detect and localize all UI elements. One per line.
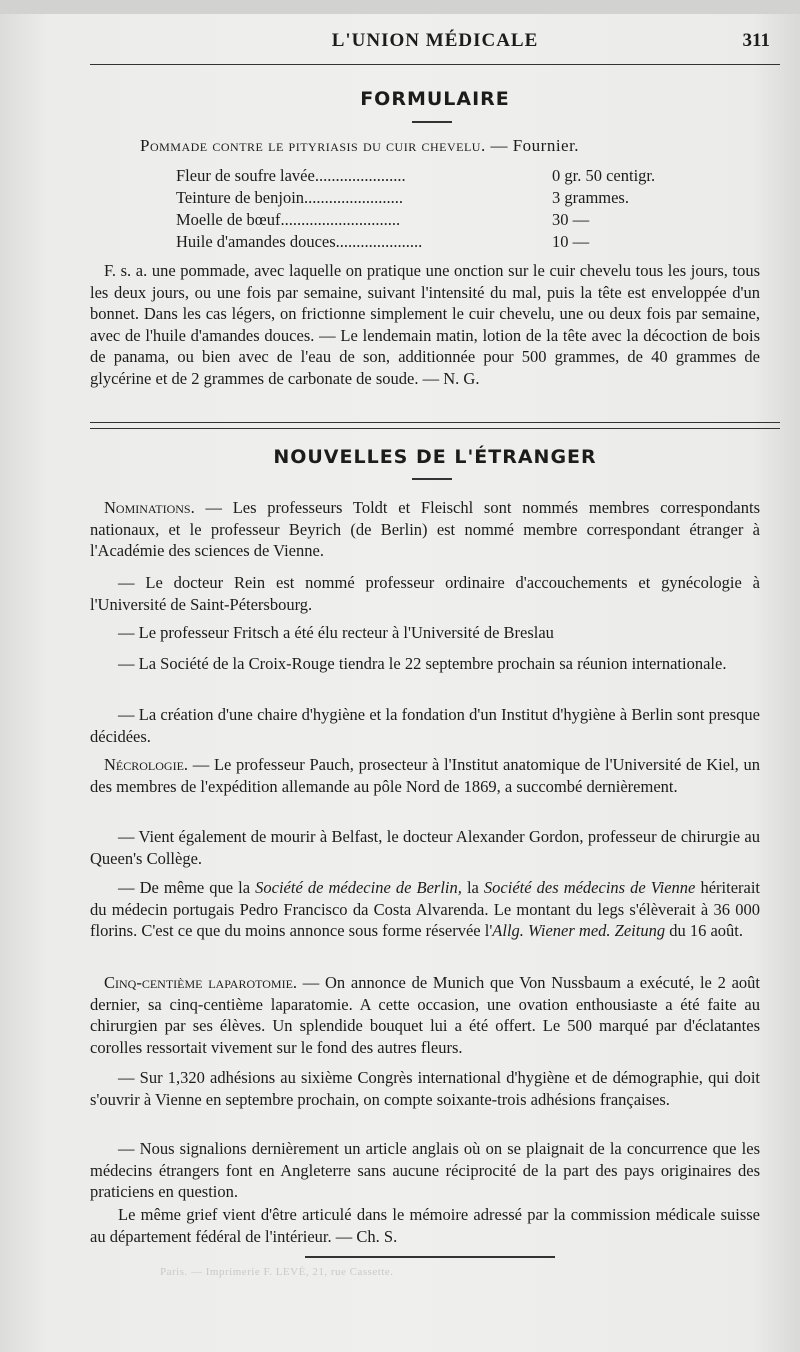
nouvelles-title: NOUVELLES DE L'ÉTRANGER: [273, 446, 597, 468]
ingredient-name: Teinture de benjoin........................: [176, 188, 404, 207]
ingredient-name: Huile d'amandes douces.....................: [176, 232, 423, 251]
news-item: — La Société de la Croix-Rouge tiendra le 22 septembre prochain sa réunion internationale.: [118, 654, 727, 673]
show-through-text: Paris. — Imprimerie F. LEVÉ, 21, rue Cassette.: [160, 1266, 394, 1278]
running-header: [90, 28, 780, 58]
ingredient-name: Moelle de bœuf.............................: [176, 210, 401, 229]
news-item: Nominations. — Les professeurs Toldt et Fleischl sont nommés membres correspondants nationaux, et le professeur Beyrich (de Berlin) est nommé membre correspondant étranger à l'Académie des sciences de Vienne.: [90, 498, 760, 561]
news-item: — La création d'une chaire d'hygiène et la fondation d'un Institut d'hygiène à Berlin sont presque décidées.: [90, 705, 760, 746]
news-item: — Sur 1,320 adhésions au sixième Congrès international d'hygiène et de démographie, qui doit s'ouvrir à Vienne en septembre prochain, on compte soixante-trois adhésions françaises.: [90, 1068, 760, 1109]
scan-edge: [0, 0, 800, 14]
recipe-instructions: F. s. a. une pommade, avec laquelle on pratique une onction sur le cuir chevelu tous les jours, tous les deux jours, ou une fois par semaine, suivant l'intensité du mal, puis la tête est enveloppée d'un bonnet. Dans les cas légers, on frictionne simplement le cuir chevelu, une ou deux fois par semaine, avec de l'huile d'amandes douces. — Le lendemain matin, lotion de la tête avec la décoction de bois de panama, ou bien avec de l'eau de son, additionnée pour 500 grammes, de 40 grammes de glycérine et de 2 grammes de carbonate de soude. — N. G.: [90, 261, 760, 388]
recipe-name: Pommade contre le pityriasis du cuir chevelu.: [140, 136, 486, 155]
news-item: Cinq-centième laparotomie. — On annonce de Munich que Von Nussbaum a exécuté, le 2 août dernier, sa cinq-centième laparatomie. A cette occasion, une ovation enthousiaste a été faite au chirurgien par ses élèves. Un splendide bouquet lui a été offert. Le 500 marqué par d'éclatantes corolles ressortait vivement sur le fond des autres fleurs.: [90, 973, 760, 1057]
ingredient-qty: 3 grammes.: [552, 188, 629, 207]
header-rule: [90, 64, 780, 65]
news-item: — Le professeur Fritsch a été élu recteur à l'Université de Breslau: [118, 623, 554, 642]
recipe-title: [140, 136, 579, 156]
news-item: — Le docteur Rein est nommé professeur ordinaire d'accouchements et gynécologie à l'Université de Saint-Pétersbourg.: [90, 573, 760, 614]
rubric-label: Nominations.: [104, 498, 195, 517]
running-title: L'UNION MÉDICALE: [331, 30, 539, 51]
title-underline: [412, 478, 452, 480]
end-rule: [305, 1256, 555, 1258]
recipe-author: — Fournier.: [485, 136, 580, 155]
ingredient-qty: 30 —: [552, 210, 590, 229]
ingredient-qty: 10 —: [552, 232, 590, 251]
title-underline: [412, 121, 452, 123]
news-item: — Vient également de mourir à Belfast, le docteur Alexander Gordon, professeur de chirurgie au Queen's Collège.: [90, 827, 760, 868]
page-number: 311: [742, 30, 770, 51]
formulaire-title: FORMULAIRE: [360, 88, 510, 110]
news-item: — Nous signalions dernièrement un article anglais où on se plaignait de la concurrence que les médecins étrangers font en Angleterre sans aucune réciprocité de la part des pays originaires des praticiens en question.: [90, 1139, 760, 1202]
section-divider: [90, 422, 780, 429]
rubric-label: Nécrologie.: [104, 755, 189, 774]
news-item: Le même grief vient d'être articulé dans le mémoire adressé par la commission médicale suisse au département fédéral de l'intérieur. — Ch. S.: [90, 1205, 760, 1246]
rubric-label: Cinq-centième laparotomie.: [104, 973, 298, 992]
news-item: — De même que la Société de médecine de Berlin, la Société des médecins de Vienne hériterait du médecin portugais Pedro Francisco da Costa Alvarenda. Le montant du legs s'élèverait à 36 000 florins. C'est ce que du moins annonce sous forme réservée l'Allg. Wiener med. Zeitung du 16 août.: [90, 878, 761, 941]
ingredient-name: Fleur de soufre lavée......................: [176, 166, 406, 185]
news-item: Nécrologie. — Le professeur Pauch, prosecteur à l'Institut anatomique de l'Université de Kiel, un des membres de l'expédition allemande au pôle Nord de 1869, a succombé dernièrement.: [90, 755, 760, 796]
ingredient-qty: 0 gr. 50 centigr.: [552, 166, 656, 185]
